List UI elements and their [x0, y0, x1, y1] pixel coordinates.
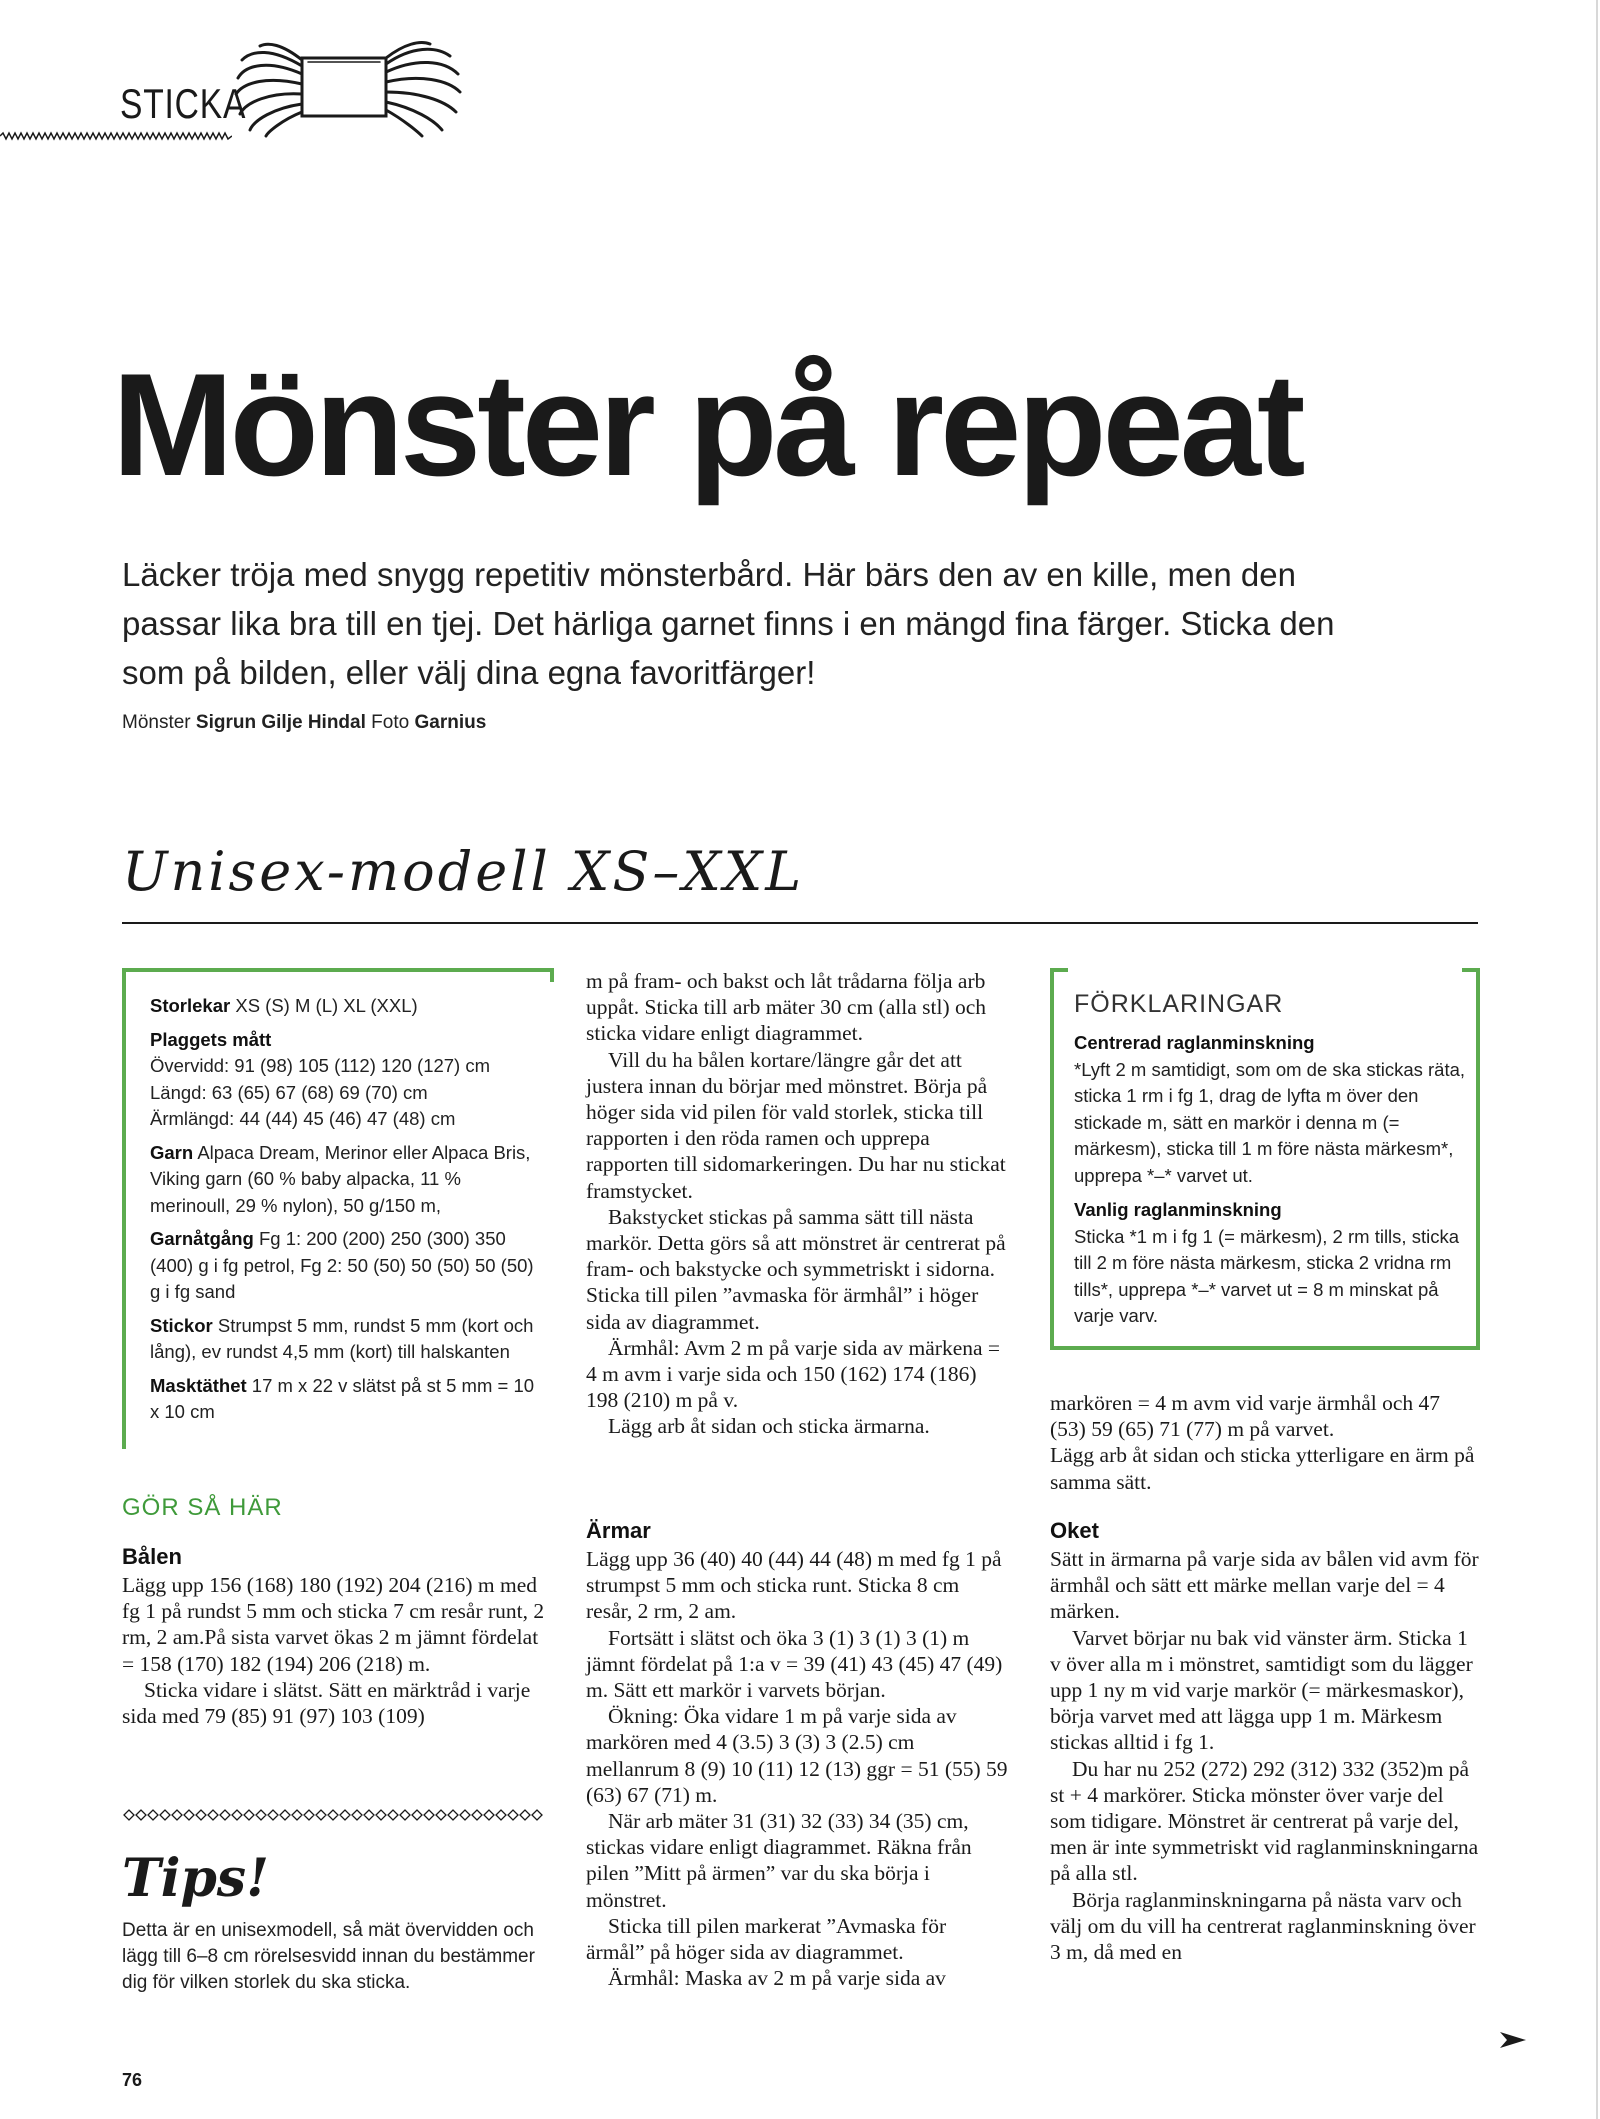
- spec-sizes-label: Storlekar: [150, 995, 231, 1016]
- spec-sleeve: Ärmlängd: 44 (44) 45 (46) 47 (48) cm: [150, 1108, 456, 1129]
- body-paragraph: Sticka vidare i slätst. Sätt en märktråd i varje sida med 79 (85) 91 (97) 103 (109): [122, 1677, 531, 1729]
- model-subtitle: Unisex-modell XS–XXL: [122, 840, 805, 903]
- subtitle-divider: [122, 922, 1478, 924]
- glossary-normal-label: Vanlig raglanminskning: [1074, 1199, 1282, 1220]
- spec-yarn-label: Garn: [150, 1141, 194, 1163]
- spec-sizes: [150, 993, 540, 1020]
- body-paragraph: Börja raglanminskningarna på nästa varv och välj om du vill ha centrerat raglanminskning över 3 m, då med en: [1050, 1887, 1476, 1965]
- body-paragraph: Ärmhål: Maska av 2 m på varje sida av: [608, 1966, 946, 1991]
- body-paragraph: Lägg arb åt sidan och sticka ytterligare en ärm på samma sätt.: [1050, 1443, 1475, 1494]
- glossary-centered-text: *Lyft 2 m samtidigt, som om de ska stickas räta, sticka 1 rm i fg 1, drag de lyfta m över den stickade m, sätt en markör i denna m (= märkesm), sticka till 1 m före nästa märkesm*, upprepa *–* varvet ut.: [1074, 1058, 1466, 1186]
- article-lead: Läcker tröja med snygg repetitiv mönsterbård. Här bärs den av en kille, men den passar lika bra till en tjej. Det härliga garnet finns i en mängd fina färger. Sticka den som på bilden, eller välj dina egna favoritfärger!: [122, 556, 1335, 691]
- body-paragraph: m på fram- och bakst och låt trådarna följa arb uppåt. Sticka till arb mäter 30 cm (alla stl) och sticka vidare enligt diagrammet.: [586, 969, 987, 1046]
- body-paragraph: Ärmhål: Avm 2 m på varje sida av märkena = 4 m avm i varje sida och 150 (162) 174 (186) 198 (210) m på v.: [586, 1335, 1001, 1413]
- spec-measures: [150, 1027, 540, 1133]
- diamond-divider: [122, 1808, 552, 1822]
- spec-gauge-value: 17 m x 22 v slätst på st 5 mm = 10 x 10 cm: [150, 1374, 535, 1422]
- body-paragraph: Sticka till pilen markerat ”Avmaska för ärmål” på höger sida av diagrammet.: [586, 1913, 947, 1965]
- spec-gauge-label: Masktäthet: [150, 1374, 247, 1396]
- yarn-skein-icon: [232, 38, 464, 138]
- body-heading: Bålen: [122, 1544, 182, 1569]
- instructions-heading: GÖR SÅ HÄR: [122, 1494, 283, 1521]
- spec-consumption: [150, 1226, 540, 1306]
- body-paragraph: När arb mäter 31 (31) 32 (33) 34 (35) cm, stickas vidare enligt diagrammet. Räkna från pilen ”Mitt på ärmen” var du ska börja i mönstret.: [586, 1809, 972, 1912]
- body-paragraph: Lägg upp 36 (40) 40 (44) 44 (48) m med fg 1 på strumpst 5 mm och sticka runt. Sticka 8 cm resår, 2 rm, 2 am.: [586, 1547, 1002, 1624]
- page-edge-rule: [1596, 0, 1598, 2119]
- arrow-right-icon: [1500, 2030, 1526, 2050]
- body-paragraph: Du har nu 252 (272) 292 (312) 332 (352)m på st + 4 markörer. Sticka mönster över varje del som tidigare. Mönstret är centrerat på varje del, men är inte symmetriskt vid raglanminskningarna på alla stl.: [1050, 1756, 1479, 1886]
- page-number: 76: [122, 2070, 143, 2090]
- glossary-box: [1074, 1030, 1470, 1338]
- spec-yarn-value: Alpaca Dream, Merinor eller Alpaca Bris, Viking garn (60 % baby alpacka, 11 % merinoull, 29 % nylon), 50 g/150 m,: [150, 1141, 531, 1216]
- sleeves-heading: Ärmar: [586, 1518, 651, 1543]
- body-paragraph: markören = 4 m avm vid varje ärmhål och 47 (53) 59 (65) 71 (77) m på varvet.: [1050, 1391, 1441, 1442]
- spec-consumption-value: Fg 1: 200 (200) 250 (300) 350 (400) g i fg petrol, Fg 2: 50 (50) 50 (50) 50 (50) g i fg sand: [150, 1228, 534, 1302]
- spec-gauge: [150, 1373, 540, 1426]
- zigzag-rule: [0, 131, 232, 141]
- spec-length: Längd: 63 (65) 67 (68) 69 (70) cm: [150, 1081, 428, 1103]
- glossary-heading: FÖRKLARINGAR: [1074, 990, 1284, 1018]
- glossary-normal-text: Sticka *1 m i fg 1 (= märkesm), 2 rm tills, sticka till 2 m före nästa märkesm, sticka 2 vridna rm tills*, upprepa *–* varvet ut = 8 m minskat på varje varv.: [1074, 1225, 1459, 1326]
- spec-sizes-value: XS (S) M (L) XL (XXL): [235, 995, 418, 1016]
- tips-text: Detta är en unisexmodell, så mät övervidden och lägg till 6–8 cm rörelsesvidd innan du bestämmer dig för vilken storlek du ska sticka.: [122, 1920, 535, 1993]
- spec-consumption-label: Garnåtgång: [150, 1228, 254, 1249]
- body-paragraph: Fortsätt i slätst och öka 3 (1) 3 (1) 3 (1) m jämnt fördelat på 1:a v = 39 (41) 43 (45) 47 (49) m. Sätt ett markör i varvets början.: [586, 1625, 1003, 1703]
- body-text-col2: [586, 968, 1008, 1440]
- credit-pattern-label: Mönster: [122, 712, 191, 733]
- spec-chest: Övervidd: 91 (98) 105 (112) 120 (127) cm: [150, 1055, 491, 1076]
- tips-heading: Tips!: [122, 1848, 269, 1909]
- body-paragraph: Lägg arb åt sidan och sticka ärmarna.: [608, 1414, 930, 1439]
- section-label: STICKA: [120, 80, 247, 127]
- body-text-col3: [1050, 1390, 1480, 1495]
- body-paragraph: Bakstycket stickas på samma sätt till nästa markör. Detta görs så att mönstret är centrerat på fram- och bakstycke och symmetriskt i sidorna. Sticka till pilen ”avmaska för ärmhål” i höger sida av diagrammet.: [586, 1204, 1006, 1334]
- yoke-text: [1050, 1546, 1480, 1965]
- credit-photo-by: Garnius: [414, 712, 487, 733]
- credit-photo-label: Foto: [371, 712, 410, 733]
- spec-yarn: [150, 1140, 540, 1220]
- body-paragraph: Sätt in ärmarna på varje sida av bålen vid avm för ärmhål och sätt ett märke mellan varje del = 4 märken.: [1050, 1547, 1479, 1624]
- article-credits: [122, 712, 486, 734]
- body-paragraph: Varvet börjar nu bak vid vänster ärm. Sticka 1 v över alla m i mönstret, samtidigt som du lägger upp 1 ny m vid varje markör (= märkesmaskor), börja varvet med att lägga upp 1 m. Märkesm stickas alltid i fg 1.: [1050, 1625, 1473, 1755]
- article-title: Mönster på repeat: [112, 343, 1302, 506]
- spec-needles-label: Stickor: [150, 1314, 213, 1336]
- credit-pattern-by: Sigrun Gilje Hindal: [195, 712, 366, 733]
- yoke-heading: Oket: [1050, 1518, 1099, 1543]
- body-paragraph: Lägg upp 156 (168) 180 (192) 204 (216) m med fg 1 på rundst 5 mm och sticka 7 cm resår runt, 2 rm, 2 am.På sista varvet ökas 2 m jämnt fördelat = 158 (170) 182 (194) 206 (218) m.: [122, 1573, 545, 1676]
- spec-box: [150, 993, 540, 1433]
- spec-needles-value: Strumpst 5 mm, rundst 5 mm (kort och lång), ev rundst 4,5 mm (kort) till halskanten: [150, 1314, 534, 1362]
- body-text: [122, 1572, 552, 1729]
- sleeves-text: [586, 1546, 1008, 1991]
- body-paragraph: Vill du ha bålen kortare/längre går det att justera innan du börjar med mönstret. Börja på höger sida vid pilen för vald storlek, sticka till rapporten i den röda ramen och upprepa rapporten till sidomarkeringen. Du har nu stickat framstycket.: [586, 1047, 1006, 1203]
- glossary-centered-label: Centrerad raglanminskning: [1074, 1032, 1315, 1053]
- spec-needles: [150, 1313, 540, 1366]
- body-paragraph: Ökning: Öka vidare 1 m på varje sida av markören med 4 (3.5) 3 (3) 3 (2.5) cm mellanrum 8 (9) 10 (11) 12 (13) ggr = 51 (55) 59 (63) 67 (71) m.: [586, 1704, 1008, 1807]
- spec-measures-label: Plaggets mått: [150, 1028, 272, 1050]
